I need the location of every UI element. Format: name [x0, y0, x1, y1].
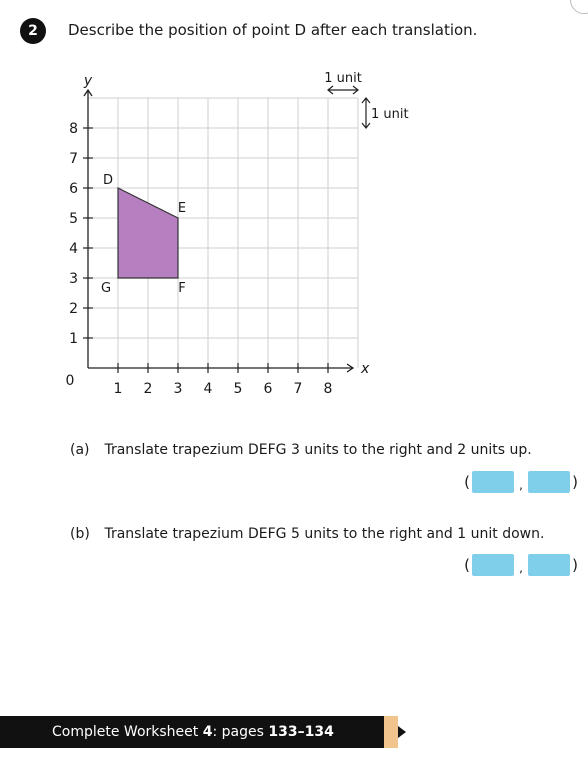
x-tick-label: 2: [143, 381, 153, 397]
origin-label: 0: [65, 373, 75, 389]
part-a-label: (a): [70, 442, 90, 458]
answer-a-open: (: [464, 473, 470, 491]
part-b-text: Translate trapezium DEFG 5 units to the right and 1 unit down.: [104, 526, 545, 542]
answer-b-x-box[interactable]: [472, 554, 514, 576]
vertex-label-f: F: [178, 281, 186, 296]
x-tick-label: 3: [173, 381, 183, 397]
answer-b-open: (: [464, 556, 470, 574]
part-b-label: (b): [70, 526, 90, 542]
footer-worksheet-number: 4: [202, 724, 213, 740]
y-axis-label: y: [83, 73, 93, 89]
y-tick-label: 1: [69, 331, 78, 347]
y-tick-label: 2: [69, 301, 78, 317]
y-tick-label: 6: [69, 181, 78, 197]
part-a-text: Translate trapezium DEFG 3 units to the right and 2 units up.: [104, 442, 532, 458]
footer-text[interactable]: [52, 716, 334, 748]
question-number-badge: 2: [20, 18, 46, 44]
answer-b-y-box[interactable]: [528, 554, 570, 576]
part-b: [70, 526, 544, 542]
footer-middle: : pages: [212, 724, 269, 740]
x-tick-label: 6: [263, 381, 273, 397]
scale-vertical-label: 1 unit: [371, 107, 409, 122]
answer-b-comma: ,: [519, 561, 523, 575]
footer-banner: [0, 716, 384, 748]
scale-horizontal-label: 1 unit: [324, 71, 362, 86]
footer-arrow-icon: [398, 726, 406, 738]
question-text: Describe the position of point D after each translation.: [68, 21, 478, 39]
footer-prefix: Complete Worksheet: [52, 724, 203, 740]
y-tick-label: 8: [69, 121, 78, 137]
answer-b: [462, 552, 580, 578]
y-tick-label: 4: [69, 241, 78, 257]
answer-a-close: ): [572, 473, 578, 491]
footer-tab: [384, 716, 398, 748]
answer-a-y-box[interactable]: [528, 471, 570, 493]
vertex-label-e: E: [177, 201, 187, 216]
vertex-label-d: D: [102, 173, 114, 188]
y-tick-label: 7: [69, 151, 78, 167]
y-tick-label: 5: [69, 211, 78, 227]
answer-a-comma: ,: [519, 478, 523, 492]
x-tick-label: 8: [323, 381, 333, 397]
x-tick-label: 5: [233, 381, 243, 397]
x-tick-label: 4: [203, 381, 213, 397]
answer-a: [462, 469, 580, 495]
footer-pages: 133–134: [268, 724, 334, 740]
x-tick-label: 1: [113, 381, 123, 397]
x-tick-label: 7: [293, 381, 303, 397]
answer-a-x-box[interactable]: [472, 471, 514, 493]
x-axis-label: x: [361, 361, 370, 377]
y-tick-label: 3: [69, 271, 78, 287]
part-a: [70, 442, 532, 458]
answer-b-close: ): [572, 556, 578, 574]
vertex-label-g: G: [100, 281, 112, 296]
